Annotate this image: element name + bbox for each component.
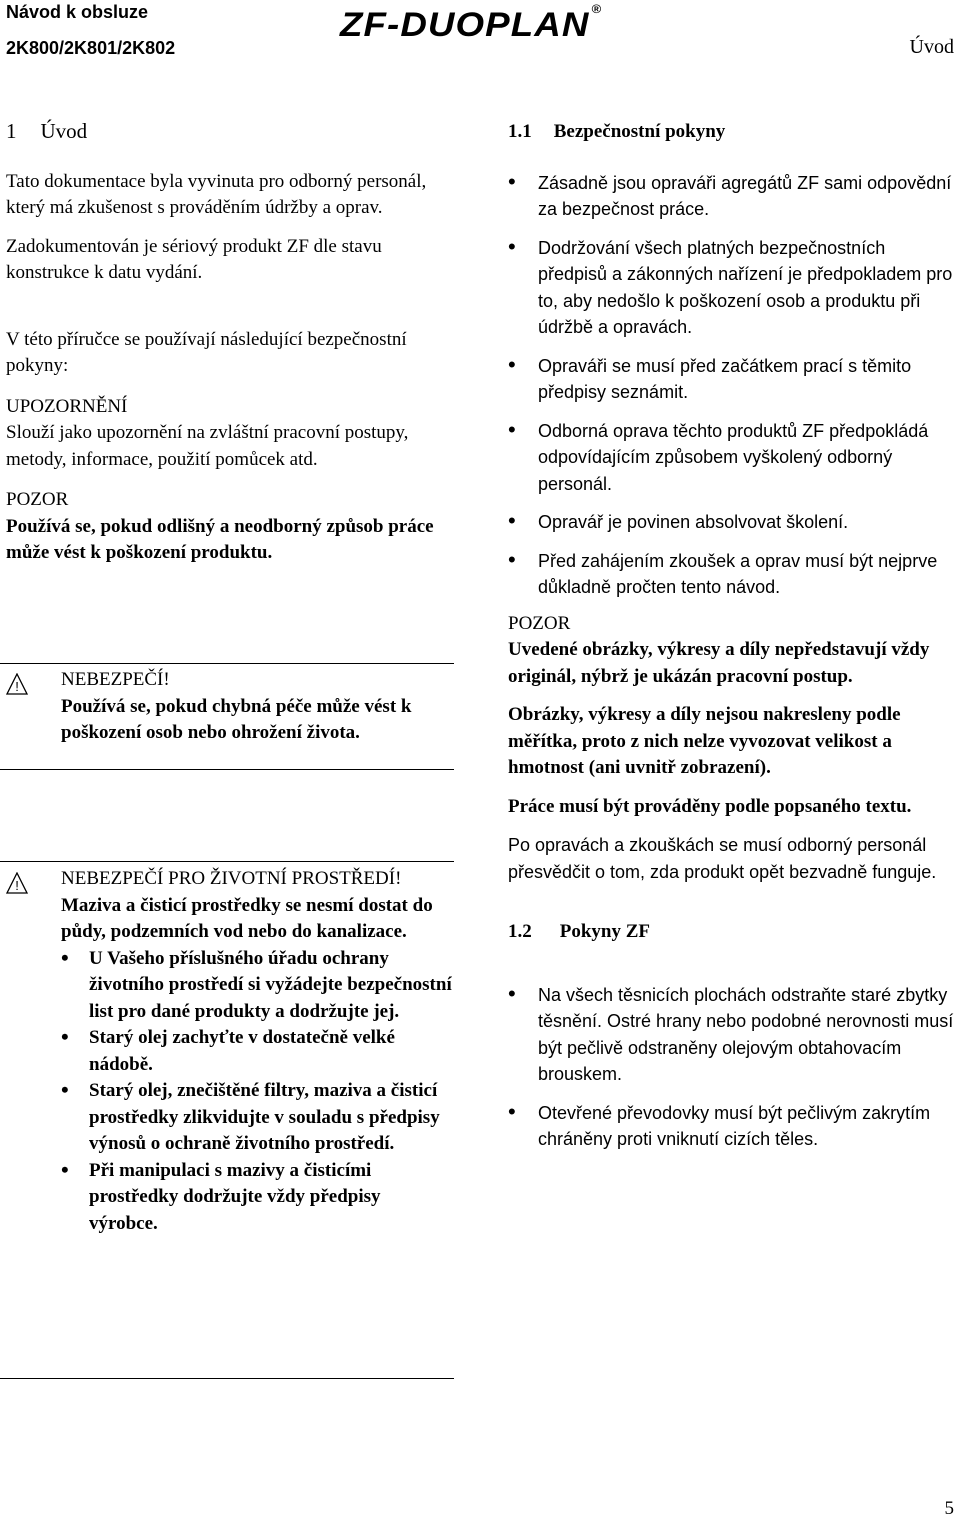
zf-bullet-list bbox=[508, 982, 954, 1153]
after-repair-paragraph: Po opravách a zkouškách se musí odborný personál přesvědčit o tom, zda produkt opět bezvadně funguje. bbox=[508, 835, 937, 882]
env-top-rule bbox=[0, 861, 454, 862]
svg-text:!: ! bbox=[15, 878, 19, 893]
list-item: • Starý olej zachyťte v dostatečně velké nádobě. bbox=[61, 1025, 453, 1078]
upozorneni-title: UPOZORNĚNÍ bbox=[6, 395, 128, 417]
page-number: 5 bbox=[944, 1498, 954, 1519]
section-title: Úvod bbox=[909, 36, 954, 58]
danger-block bbox=[61, 667, 451, 747]
right-column bbox=[508, 119, 954, 1153]
model-number: 2K800/2K801/2K802 bbox=[6, 38, 176, 58]
pozor-title: POZOR bbox=[6, 489, 69, 510]
list-item: • Opravář je povinen absolvovat školení. bbox=[508, 509, 954, 536]
list-item: • Odborná oprava těchto produktů ZF předpokládá odpovídajícím způsobem vyškolený odborný personál. bbox=[508, 418, 954, 498]
heading-1-2-title: Pokyny ZF bbox=[559, 921, 651, 942]
list-item: • Zásadně jsou opraváři agregátů ZF sami odpovědní za bezpečnost práce. bbox=[508, 170, 954, 223]
scope-paragraph: Zadokumentován je sériový produkt ZF dle stavu konstrukce k datu vydání. bbox=[6, 235, 382, 283]
list-item: • Na všech těsnicích plochách odstraňte staré zbytky těsnění. Ostré hrany nebo podobné nerovnosti musí být pečlivě odstraněny olejovým obtahovacím brouskem. bbox=[508, 982, 954, 1088]
pozor-paragraph-3: Práce musí být prováděny podle popsaného textu. bbox=[508, 795, 912, 817]
registered-mark: ® bbox=[591, 2, 603, 16]
upozorneni-text: Slouží jako upozornění na zvláštní pracovní postupy, metody, informace, použití pomůcek atd. bbox=[6, 422, 409, 470]
list-item: • Při manipulaci s mazivy a čisticími prostředky dodržujte vždy předpisy výrobce. bbox=[61, 1158, 453, 1238]
heading-1-2 bbox=[508, 919, 954, 946]
heading-1-1 bbox=[508, 119, 954, 146]
list-item: • Starý olej, znečištěné filtry, maziva a čisticí prostředky zlikvidujte v souladu s předpisy výnosů o ochraně životního prostředí. bbox=[61, 1078, 453, 1158]
heading-1-1-title: Bezpečnostní pokyny bbox=[553, 121, 726, 142]
intro-paragraph: Tato dokumentace byla vyvinuta pro odborný personál, který má zkušenost s prováděním údržby a oprav. bbox=[6, 170, 427, 218]
brand-logo bbox=[340, 2, 603, 45]
pozor-paragraph-2: Obrázky, výkresy a díly nejsou nakresleny podle měřítka, proto z nich nelze vyvozovat velikost a hmotnost (ani uvnitř zobrazení). bbox=[508, 704, 901, 778]
list-item: • Dodržování všech platných bezpečnostních předpisů a zákonných nařízení je předpokladem pro to, aby nedošlo k poškození osob a produktu při údržbě a opravách. bbox=[508, 235, 954, 341]
heading-1-2-number: 1.2 bbox=[508, 921, 532, 942]
notice-intro: V této příručce se používají následující bezpečnostní pokyny: bbox=[6, 328, 407, 376]
pozor-paragraph-1: Uvedené obrázky, výkresy a díly nepředstavují vždy originál, nýbrž je ukázán pracovní postup. bbox=[508, 639, 930, 687]
danger-title: NEBEZPEČÍ! bbox=[61, 669, 170, 690]
safety-bullet-list bbox=[508, 170, 954, 601]
heading-1 bbox=[6, 118, 446, 145]
list-item: • Před zahájením zkoušek a oprav musí být nejprve důkladně pročten tento návod. bbox=[508, 548, 954, 601]
danger-bottom-rule bbox=[0, 769, 454, 770]
list-item: • Opraváři se musí před začátkem prací s těmito předpisy seznámit. bbox=[508, 353, 954, 406]
pozor-text: Používá se, pokud odlišný a neodborný způsob práce může vést k poškození produktu. bbox=[6, 515, 434, 563]
danger-text: Používá se, pokud chybná péče může vést k poškození osob nebo ohrožení života. bbox=[61, 695, 412, 743]
danger-top-rule bbox=[0, 663, 454, 664]
left-column bbox=[6, 118, 446, 567]
heading-1-title: Úvod bbox=[40, 119, 88, 143]
svg-text:!: ! bbox=[15, 679, 19, 694]
pozor-title-right: POZOR bbox=[508, 612, 571, 634]
list-item: • Otevřené převodovky musí být pečlivým zakrytím chráněny proti vniknutí cizích těles. bbox=[508, 1100, 954, 1153]
heading-1-number: 1 bbox=[6, 119, 17, 143]
brand-logo-text: ZF-DUOPLAN bbox=[340, 6, 590, 44]
warning-icon bbox=[6, 673, 28, 695]
environment-warning-icon bbox=[6, 872, 28, 894]
heading-1-1-number: 1.1 bbox=[508, 121, 532, 142]
env-bullet-list bbox=[61, 946, 453, 1238]
env-text: Maziva a čisticí prostředky se nesmí dostat do půdy, podzemních vod nebo do kanalizace. bbox=[61, 894, 433, 942]
env-block bbox=[61, 866, 453, 1237]
env-bottom-rule bbox=[0, 1378, 454, 1379]
doc-type: Návod k obsluze bbox=[6, 2, 149, 22]
env-title: NEBEZPEČÍ PRO ŽIVOTNÍ PROSTŘEDÍ! bbox=[61, 868, 402, 889]
list-item: • U Vašeho příslušného úřadu ochrany životního prostředí si vyžádejte bezpečnostní list pro dané produkty a dodržujte jej. bbox=[61, 946, 453, 1026]
